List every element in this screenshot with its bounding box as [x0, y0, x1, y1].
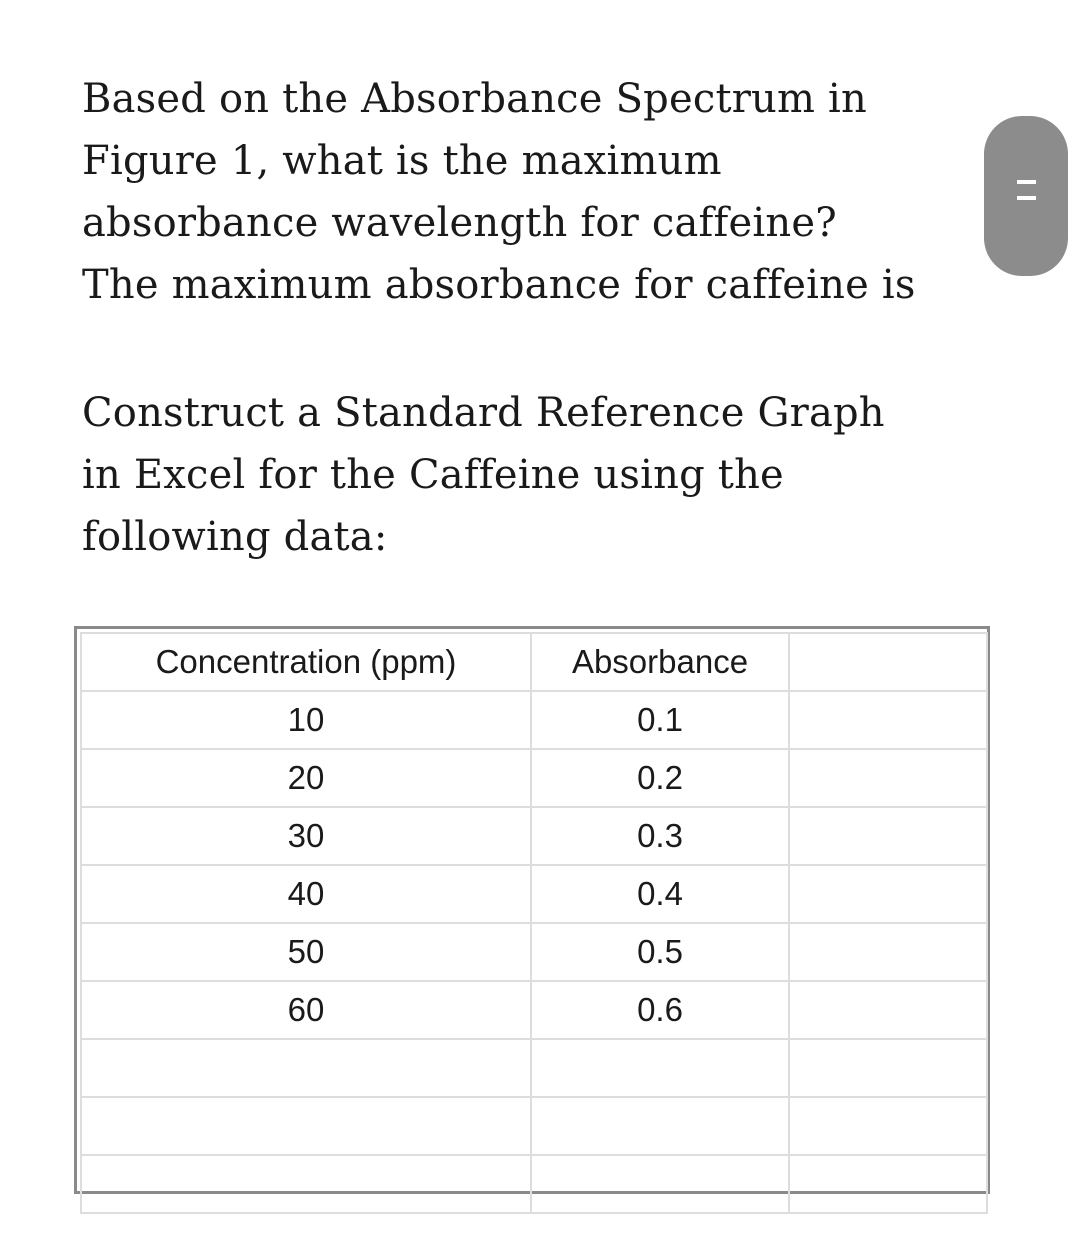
table-cell: 0.6 [531, 981, 789, 1039]
table-row [81, 749, 987, 807]
table-cell [789, 691, 987, 749]
drag-handle[interactable] [984, 116, 1068, 276]
grip-icon [1017, 176, 1036, 204]
instruction-line: in Excel for the Caffeine using the [82, 452, 784, 498]
table-cell [789, 1155, 987, 1213]
instruction-line: following data: [82, 514, 388, 560]
table-row [81, 981, 987, 1039]
table-cell [789, 749, 987, 807]
header-cell: Absorbance [531, 633, 789, 691]
table-cell [789, 865, 987, 923]
table-cell [789, 807, 987, 865]
table-cell [531, 1039, 789, 1097]
table-cell [531, 1155, 789, 1213]
data-table-frame [74, 626, 990, 1194]
table-row [81, 1155, 987, 1213]
table-cell [789, 1039, 987, 1097]
question-line: Figure 1, what is the maximum [82, 138, 722, 184]
table-row [81, 923, 987, 981]
table-cell: 50 [81, 923, 531, 981]
table-row [81, 691, 987, 749]
table-cell: 0.3 [531, 807, 789, 865]
table-cell: 40 [81, 865, 531, 923]
table-cell [789, 1097, 987, 1155]
table-cell [81, 1097, 531, 1155]
table-header-row [81, 633, 987, 691]
instruction-line: Construct a Standard Reference Graph [82, 390, 885, 436]
header-cell: Concentration (ppm) [81, 633, 531, 691]
table-row [81, 865, 987, 923]
table-row [81, 1039, 987, 1097]
table-cell: 20 [81, 749, 531, 807]
table-cell [531, 1097, 789, 1155]
question-text [82, 68, 916, 316]
data-table [80, 632, 988, 1214]
table-cell: 10 [81, 691, 531, 749]
answer-line: The maximum absorbance for caffeine is [82, 262, 916, 308]
table-cell [789, 923, 987, 981]
table-cell: 0.2 [531, 749, 789, 807]
table-cell: 60 [81, 981, 531, 1039]
table-cell [81, 1155, 531, 1213]
instruction-text [82, 382, 885, 568]
table-cell: 0.5 [531, 923, 789, 981]
table-row [81, 1097, 987, 1155]
table-cell [81, 1039, 531, 1097]
table-cell [789, 981, 987, 1039]
table-cell: 0.1 [531, 691, 789, 749]
question-line: Based on the Absorbance Spectrum in [82, 76, 868, 122]
table-row [81, 807, 987, 865]
table-cell: 30 [81, 807, 531, 865]
header-cell [789, 633, 987, 691]
question-line: absorbance wavelength for caffeine? [82, 200, 837, 246]
table-cell: 0.4 [531, 865, 789, 923]
